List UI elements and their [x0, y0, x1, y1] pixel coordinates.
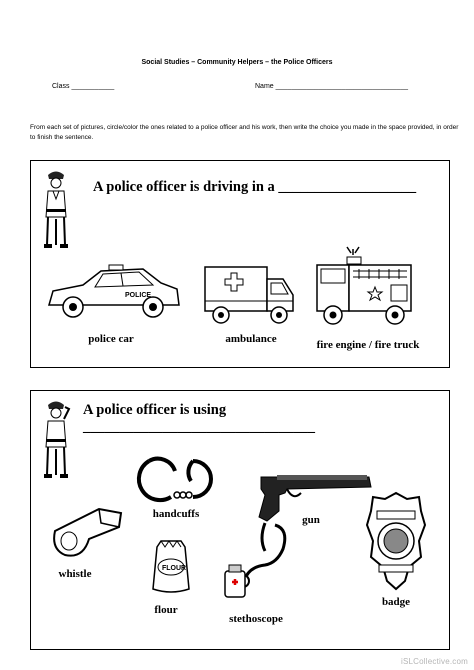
label-fire-truck: fire engine / fire truck — [316, 339, 420, 351]
label-whistle: whistle — [58, 568, 92, 580]
handcuffs-icon — [139, 451, 225, 509]
whistle-icon — [49, 501, 129, 565]
police-officer-icon — [41, 169, 71, 251]
class-field: Class ___________ — [52, 83, 115, 90]
label-stethoscope: stethoscope — [229, 613, 283, 625]
flour-bag-icon — [147, 539, 195, 595]
label-police-car: police car — [88, 333, 134, 345]
ambulance-icon — [199, 261, 299, 331]
badge-icon — [363, 489, 429, 593]
police-officer-saluting-icon — [41, 399, 71, 481]
watermark: iSLCollective.com — [401, 657, 468, 666]
label-flour: flour — [154, 604, 178, 616]
label-badge: badge — [381, 596, 411, 608]
prompt-driving: A police officer is driving in a ___________________ — [93, 179, 417, 195]
svg-text:FLOUR: FLOUR — [162, 565, 187, 572]
fire-truck-icon — [309, 245, 419, 333]
prompt-using: A police officer is using ________________________________ — [83, 402, 315, 435]
page-title: Social Studies – Community Helpers – the Police Officers — [141, 59, 333, 66]
label-ambulance: ambulance — [225, 333, 277, 345]
exercise-box-vehicles — [30, 160, 450, 368]
instructions-text: From each set of pictures, circle/color the ones related to a police officer and his work, then write the choice you made in the space provided, in order to finish the sentence. — [30, 124, 459, 141]
name-field: Name __________________________________ — [255, 83, 408, 90]
police-car-icon — [43, 261, 183, 327]
stethoscope-icon — [219, 519, 299, 603]
exercise-box-tools — [30, 390, 450, 650]
svg-text:POLICE: POLICE — [125, 292, 152, 299]
label-gun: gun — [302, 514, 320, 526]
label-handcuffs: handcuffs — [152, 508, 200, 520]
